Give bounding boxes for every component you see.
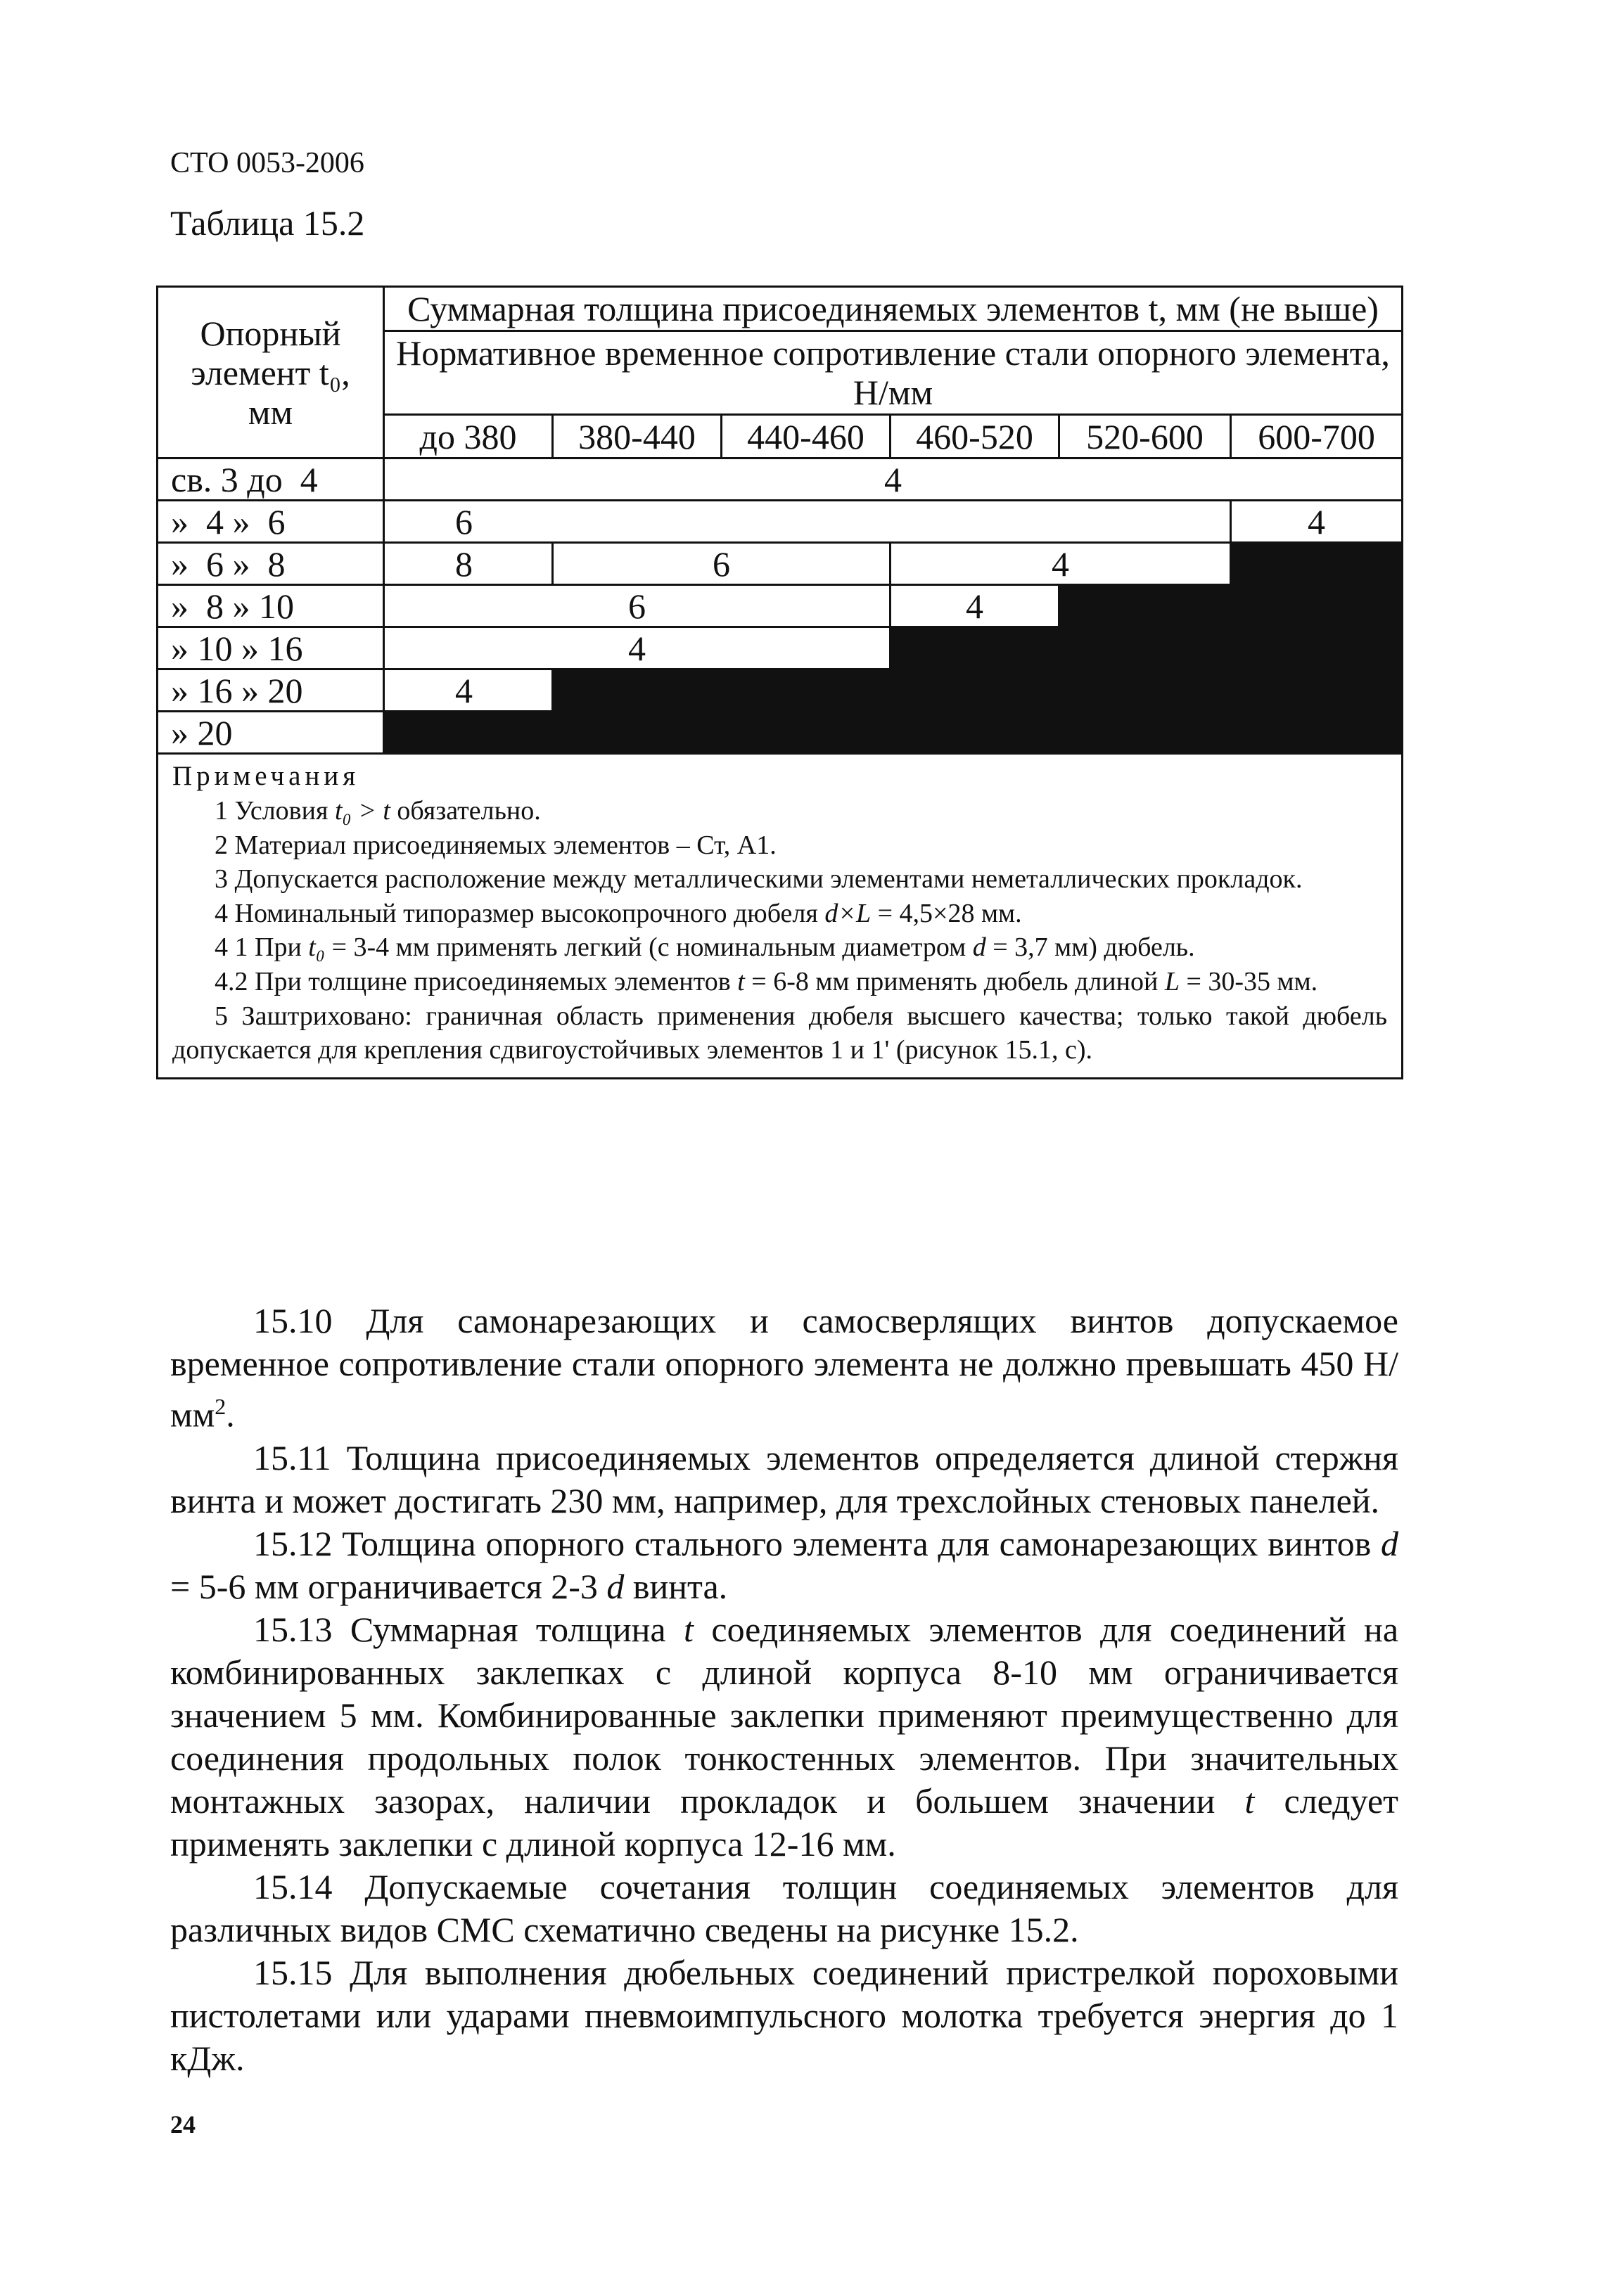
strength-range: 440-460	[722, 415, 891, 458]
row-label: » 20	[158, 712, 384, 754]
table-notes	[158, 754, 1403, 1079]
note-text: = 3-4 мм применять легкий (с номинальным диаметром	[325, 932, 973, 963]
paragraph-15-14: 15.14 Допускаемые сочетания толщин соединяемых элементов для различных видов СМС схематично сведены на рисунке 15.2.	[170, 1866, 1398, 1949]
note-text: 4 1 При	[215, 932, 309, 963]
body-text	[170, 1300, 1398, 2080]
row-label: » 6 » 8	[158, 543, 384, 585]
row-label: » 8 » 10	[158, 585, 384, 627]
note-4-1	[172, 930, 1387, 965]
note-5: 5 Заштриховано: граничная область применения дюбеля высшего качества; только такой дюбель допускается для крепления сдвигоустойчивых элементов 1 и 1' (рисунок 15.1, с).	[172, 1001, 1388, 1065]
hatched-cell	[891, 627, 1403, 669]
strength-range: до 380	[384, 415, 553, 458]
paragraph-text: = 5-6 мм ограничивается 2-3	[170, 1566, 607, 1606]
paragraph-text: следует применять заклепки с длиной корпуса 12-16 мм.	[170, 1781, 1399, 1864]
note-formula: d×L	[824, 898, 872, 928]
hatched-cell	[553, 669, 1403, 712]
note-4	[172, 897, 1387, 931]
table-row	[158, 501, 1403, 543]
dowel-thickness-table	[156, 286, 1403, 1079]
paragraph-15-10	[170, 1300, 1398, 1437]
formula-var: d	[606, 1566, 625, 1606]
note-formula: t₀ > t	[334, 795, 390, 826]
paragraph-text: .	[226, 1394, 235, 1435]
row-label: » 10 » 16	[158, 627, 384, 669]
note-text: 4 Номинальный типоразмер высокопрочного дюбеля	[215, 898, 825, 928]
table-cell: 6	[384, 501, 1231, 543]
table-cell: 4	[384, 669, 553, 712]
strength-range: 600-700	[1231, 415, 1403, 458]
row-label: » 16 » 20	[158, 669, 384, 712]
note-text: 4.2 При толщине присоединяемых элементов	[215, 967, 738, 997]
note-text: 1 Условия	[215, 795, 335, 826]
table-row	[158, 712, 1403, 754]
paragraph-text: 15.13 Суммарная толщина	[253, 1609, 684, 1649]
table-row	[158, 585, 1403, 627]
table-row	[158, 543, 1403, 585]
note-text: обязательно.	[390, 795, 541, 826]
paragraph-15-15: 15.15 Для выполнения дюбельных соединений пристрелкой пороховыми пистолетами или ударами пневмоимпульсного молотка требуется энергия до 1 кДж.	[170, 1952, 1398, 2078]
hatched-cell	[384, 712, 1403, 754]
support-element-header: Опорный элемент t₀, мм	[158, 287, 384, 458]
hatched-cell	[1231, 543, 1403, 585]
formula-var: t	[1244, 1781, 1255, 1821]
table-cell: 6	[384, 585, 891, 627]
note-2: 2 Материал присоединяемых элементов – Ст, А1.	[215, 830, 777, 860]
note-text: = 6-8 мм применять дюбель длиной	[744, 967, 1165, 997]
notes-row	[158, 754, 1403, 1079]
table-row	[158, 627, 1403, 669]
strength-range: 520-600	[1059, 415, 1231, 458]
note-3: 3 Допускается расположение между металлическими элементами неметаллических прокладок.	[215, 864, 1303, 894]
note-formula: L	[1164, 967, 1180, 997]
strength-header: Нормативное временное сопротивление стали опорного элемента, Н/мм	[384, 331, 1403, 415]
hatched-cell	[1059, 585, 1403, 627]
table-cell: 6	[553, 543, 891, 585]
row-label: » 4 » 6	[158, 501, 384, 543]
table-cell: 4	[891, 585, 1059, 627]
document-code: СТО 0053-2006	[170, 147, 364, 179]
note-formula: t	[737, 967, 745, 997]
paragraph-text: соединяемых элементов для соединений на комбинированных заклепках с длиной корпуса 8-10 мм ограничивается значением 5 мм. Комбинированные заклепки применяют преимущественно для соединения продольных полок тонкостенных элементов. При значительных монтажных зазорах, наличии прокладок и большем значении	[170, 1609, 1399, 1821]
table-row	[158, 669, 1403, 712]
note-text: = 4,5×28 мм.	[871, 898, 1022, 928]
table-caption: Таблица 15.2	[170, 203, 365, 243]
table-cell: 4	[384, 627, 891, 669]
strength-range: 460-520	[891, 415, 1059, 458]
table-cell: 4	[384, 458, 1403, 501]
note-formula: t₀	[308, 932, 326, 963]
paragraph-15-12	[170, 1522, 1398, 1608]
superscript: 2	[215, 1394, 226, 1419]
paragraph-text: 15.10 Для самонарезающих и самосверлящих винтов допускаемое временное сопротивление стали опорного элемента не должно превышать 450 Н/мм	[170, 1301, 1398, 1435]
note-formula: d	[972, 932, 986, 963]
paragraph-text: винта.	[624, 1566, 728, 1606]
paragraph-15-11: 15.11 Толщина присоединяемых элементов определяется длиной стержня винта и может достигать 230 мм, например, для трехслойных стеновых панелей.	[170, 1437, 1398, 1520]
table-cell: 8	[384, 543, 553, 585]
table-header-row-1	[158, 287, 1403, 331]
note-text: = 30-35 мм.	[1179, 967, 1318, 997]
page-number: 24	[170, 2110, 196, 2138]
total-thickness-header: Суммарная толщина присоединяемых элементов t, мм (не выше)	[384, 287, 1403, 331]
paragraph-15-13	[170, 1608, 1398, 1866]
strength-range: 380-440	[553, 415, 722, 458]
table-cell: 4	[1231, 501, 1403, 543]
note-text: = 3,7 мм) дюбель.	[985, 932, 1195, 963]
paragraph-text: 15.12 Толщина опорного стального элемента для самонарезающих винтов	[253, 1523, 1381, 1563]
table-row	[158, 458, 1403, 501]
row-label: св. 3 до 4	[158, 458, 384, 501]
notes-title: Примечания	[172, 761, 360, 791]
note-4-2	[172, 965, 1387, 999]
note-1	[172, 794, 1387, 828]
formula-var: t	[684, 1609, 694, 1649]
formula-var: d	[1381, 1523, 1398, 1563]
table-cell: 4	[891, 543, 1231, 585]
